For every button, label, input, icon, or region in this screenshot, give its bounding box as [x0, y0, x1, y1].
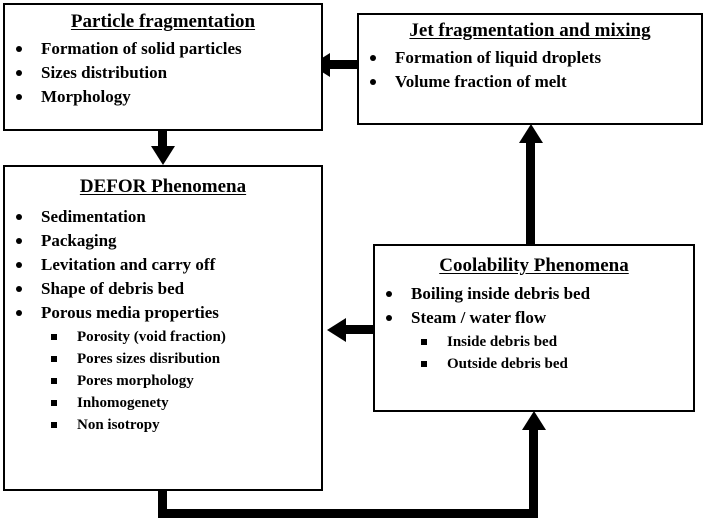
arrow-shaft	[346, 325, 375, 334]
bullet-dot-icon	[16, 238, 22, 244]
list-item-label: Sedimentation	[41, 207, 146, 226]
list-item-label: Formation of solid particles	[41, 39, 242, 58]
bullet-square-icon	[51, 378, 57, 384]
arrowhead-up-icon	[522, 411, 546, 430]
list-item	[5, 326, 321, 348]
list-item-label: Boiling inside debris bed	[411, 284, 591, 303]
bullet-square-icon	[51, 356, 57, 362]
list-item	[5, 37, 321, 61]
bullet-dot-icon	[16, 262, 22, 268]
list-item	[5, 253, 321, 277]
list-item-label: Shape of debris bed	[41, 279, 185, 298]
list-item-label: Levitation and carry off	[41, 255, 216, 274]
list-item	[5, 205, 321, 229]
list-item	[5, 392, 321, 414]
list-item	[5, 61, 321, 85]
box-title-particle-fragmentation: Particle fragmentation	[70, 11, 256, 32]
bullet-list-coolability-phenomena	[375, 282, 693, 330]
list-item-label: Outside debris bed	[447, 356, 568, 372]
list-item-label: Inside debris bed	[447, 334, 558, 350]
list-item	[5, 370, 321, 392]
bullet-dot-icon	[386, 315, 392, 321]
box-particle-fragmentation	[3, 3, 323, 131]
list-item	[5, 229, 321, 253]
list-item-label: Volume fraction of melt	[395, 72, 567, 91]
list-item	[375, 282, 693, 306]
list-item-label: Steam / water flow	[411, 308, 547, 327]
bullet-square-icon	[421, 339, 427, 345]
bullet-square-icon	[51, 400, 57, 406]
list-item	[375, 306, 693, 330]
bullet-square-icon	[51, 422, 57, 428]
list-item	[375, 353, 693, 375]
bullet-list-jet-fragmentation	[359, 46, 701, 94]
arrow-shaft-segment-up	[529, 430, 538, 509]
list-item	[5, 85, 321, 109]
list-item	[5, 348, 321, 370]
list-item	[5, 277, 321, 301]
box-title-coolability-phenomena: Coolability Phenomena	[439, 255, 629, 276]
list-item-label: Porous media properties	[41, 303, 219, 322]
list-item	[375, 331, 693, 353]
arrow-shaft	[526, 142, 535, 244]
list-item-label: Formation of liquid droplets	[395, 48, 602, 67]
list-item-label: Pores morphology	[77, 373, 194, 389]
box-jet-fragmentation-and-mixing	[357, 13, 703, 125]
bullet-dot-icon	[16, 94, 22, 100]
bullet-dot-icon	[16, 286, 22, 292]
box-title-jet-fragmentation-and-mixing: Jet fragmentation and mixing	[409, 20, 651, 41]
bullet-square-icon	[51, 334, 57, 340]
list-item-label: Non isotropy	[77, 417, 160, 433]
bullet-square-icon	[421, 361, 427, 367]
list-item-label: Inhomogenety	[77, 395, 169, 411]
list-item	[5, 414, 321, 436]
arrowhead-up-icon	[519, 124, 543, 143]
bullet-list-particle-fragmentation	[5, 37, 321, 109]
list-item-label: Packaging	[41, 231, 117, 250]
list-item-label: Porosity (void fraction)	[77, 329, 226, 345]
list-item-label: Sizes distribution	[41, 63, 168, 82]
box-coolability-phenomena	[373, 244, 695, 412]
list-item-label: Morphology	[41, 87, 131, 106]
bullet-dot-icon	[370, 55, 376, 61]
list-item	[359, 70, 701, 94]
list-item	[359, 46, 701, 70]
box-title-defor-phenomena: DEFOR Phenomena	[79, 176, 247, 197]
bullet-dot-icon	[16, 214, 22, 220]
sub-bullet-list-steam-water-flow	[375, 331, 693, 375]
bullet-dot-icon	[16, 46, 22, 52]
arrow-shaft-segment-across	[158, 509, 538, 518]
arrowhead-down-icon	[151, 146, 175, 165]
bullet-list-defor-phenomena	[5, 205, 321, 325]
list-item-label: Pores sizes disribution	[77, 351, 221, 367]
bullet-dot-icon	[16, 70, 22, 76]
list-item	[5, 301, 321, 325]
arrow-shaft	[330, 60, 359, 69]
sub-bullet-list-porous-media-properties	[5, 326, 321, 436]
bullet-dot-icon	[16, 310, 22, 316]
bullet-dot-icon	[386, 291, 392, 297]
arrowhead-left-icon	[327, 318, 346, 342]
box-defor-phenomena	[3, 165, 323, 491]
bullet-dot-icon	[370, 79, 376, 85]
